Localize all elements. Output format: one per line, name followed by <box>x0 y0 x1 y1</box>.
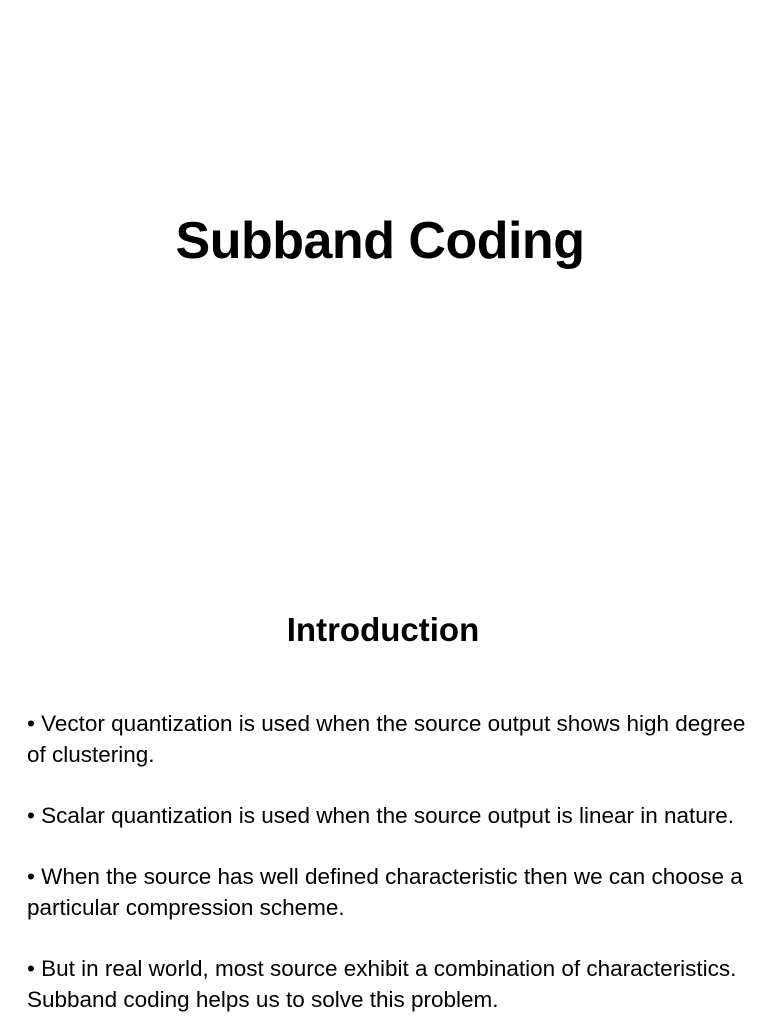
bullet-item: • Scalar quantization is used when the source output is linear in nature. <box>27 803 735 828</box>
bullet-item: • When the source has well defined characteristic then we can choose a particular compression scheme. <box>27 864 743 920</box>
section-heading: Introduction <box>286 611 480 648</box>
bullet-item: • But in real world, most source exhibit a combination of characteristics. Subband coding helps us to solve this problem. <box>27 956 737 1012</box>
bullet-list <box>27 708 762 1015</box>
slide-title: Subband Coding <box>175 212 585 270</box>
bullet-item: • Vector quantization is used when the source output shows high degree of clustering. <box>27 711 746 767</box>
